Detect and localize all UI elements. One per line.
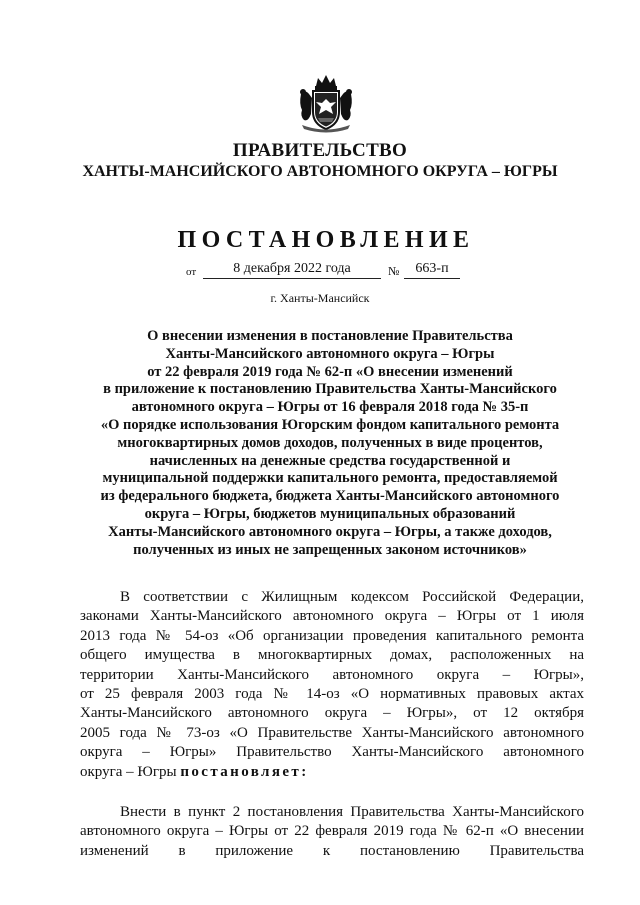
preamble-paragraph bbox=[80, 588, 584, 782]
paragraph-line: 2013 года № 54-оз «Об организации проведения капитального ремонта bbox=[80, 627, 584, 644]
subject-block bbox=[60, 328, 600, 559]
subject-line: из федерального бюджета, бюджета Ханты-Мансийского автономного bbox=[100, 488, 560, 505]
paragraph-line: округа – Югры» Правительство Ханты-Мансийского автономного bbox=[80, 744, 584, 761]
paragraph-last-line bbox=[80, 763, 584, 782]
subject-line: О внесении изменения в постановление Правительства bbox=[147, 328, 513, 344]
paragraph-line-end: округа – Югры bbox=[80, 763, 177, 780]
resolves-colon: : bbox=[301, 763, 307, 780]
document-type-title: ПОСТАНОВЛЕНИЕ bbox=[177, 227, 475, 253]
clause-paragraph bbox=[80, 803, 584, 861]
date-prefix: от bbox=[186, 266, 197, 278]
subject-line: многоквартирных домов доходов, полученных в виде процентов, bbox=[117, 434, 543, 451]
number-prefix: № bbox=[388, 264, 400, 278]
resolves-word: постановляет bbox=[180, 763, 302, 780]
subject-line: начисленных на денежные средства государственной и bbox=[149, 452, 511, 469]
city-name: г. Ханты-Мансийск bbox=[270, 291, 370, 305]
paragraph-line: В соответствии с Жилищным кодексом Российской Федерации, bbox=[120, 589, 584, 605]
subject-line: муниципальной поддержки капитального ремонта, предоставляемой bbox=[102, 470, 558, 487]
paragraph-line: Внести в пункт 2 постановления Правительства Ханты-Мансийского bbox=[120, 804, 584, 820]
subject-line: Ханты-Мансийского автономного округа – Югры bbox=[165, 345, 495, 362]
government-heading: ПРАВИТЕЛЬСТВО bbox=[232, 140, 408, 161]
paragraph-line: общего имущества в многоквартирных домах, расположенных на bbox=[80, 647, 584, 664]
subject-line: в приложение к постановлению Правительства Ханты-Мансийского bbox=[103, 381, 557, 398]
paragraph-line: от 25 февраля 2003 года № 14-оз «О нормативных правовых актах bbox=[80, 685, 584, 702]
subject-line: «О порядке использования Югорским фондом капитального ремонта bbox=[100, 416, 560, 433]
paragraph-line: территории Ханты-Мансийского автономного округа – Югры», bbox=[80, 666, 584, 683]
paragraph-line: Ханты-Мансийского автономного округа – Югры», от 12 октября bbox=[80, 705, 584, 722]
document-date: 8 декабря 2022 года bbox=[203, 261, 381, 279]
subject-line: от 22 февраля 2019 года № 62-п «О внесении изменений bbox=[147, 363, 513, 380]
subject-line: полученных из иных не запрещенных законом источников» bbox=[133, 541, 527, 558]
date-number-line bbox=[0, 258, 640, 280]
document-number: 663-п bbox=[404, 261, 460, 279]
region-heading: ХАНТЫ-МАНСИЙСКОГО АВТОНОМНОГО ОКРУГА – ЮГРЫ bbox=[82, 163, 558, 180]
paragraph-line: законами Ханты-Мансийского автономного округа – Югры от 1 июля bbox=[80, 608, 584, 625]
paragraph-line: 2005 года № 73-оз «О Правительстве Ханты-Мансийского автономного bbox=[80, 724, 584, 741]
coat-of-arms-icon bbox=[296, 72, 356, 134]
subject-line: Ханты-Мансийского автономного округа – Югры, а также доходов, bbox=[108, 523, 552, 540]
paragraph-line: автономного округа – Югры от 22 февраля 2019 года № 62-п «О внесении bbox=[80, 823, 584, 840]
subject-line: автономного округа – Югры от 16 февраля 2018 года № 35-п bbox=[131, 399, 529, 416]
paragraph-line: изменений в приложение к постановлению Правительства bbox=[80, 842, 584, 859]
subject-line: округа – Югры, бюджетов муниципальных образований bbox=[144, 505, 516, 522]
